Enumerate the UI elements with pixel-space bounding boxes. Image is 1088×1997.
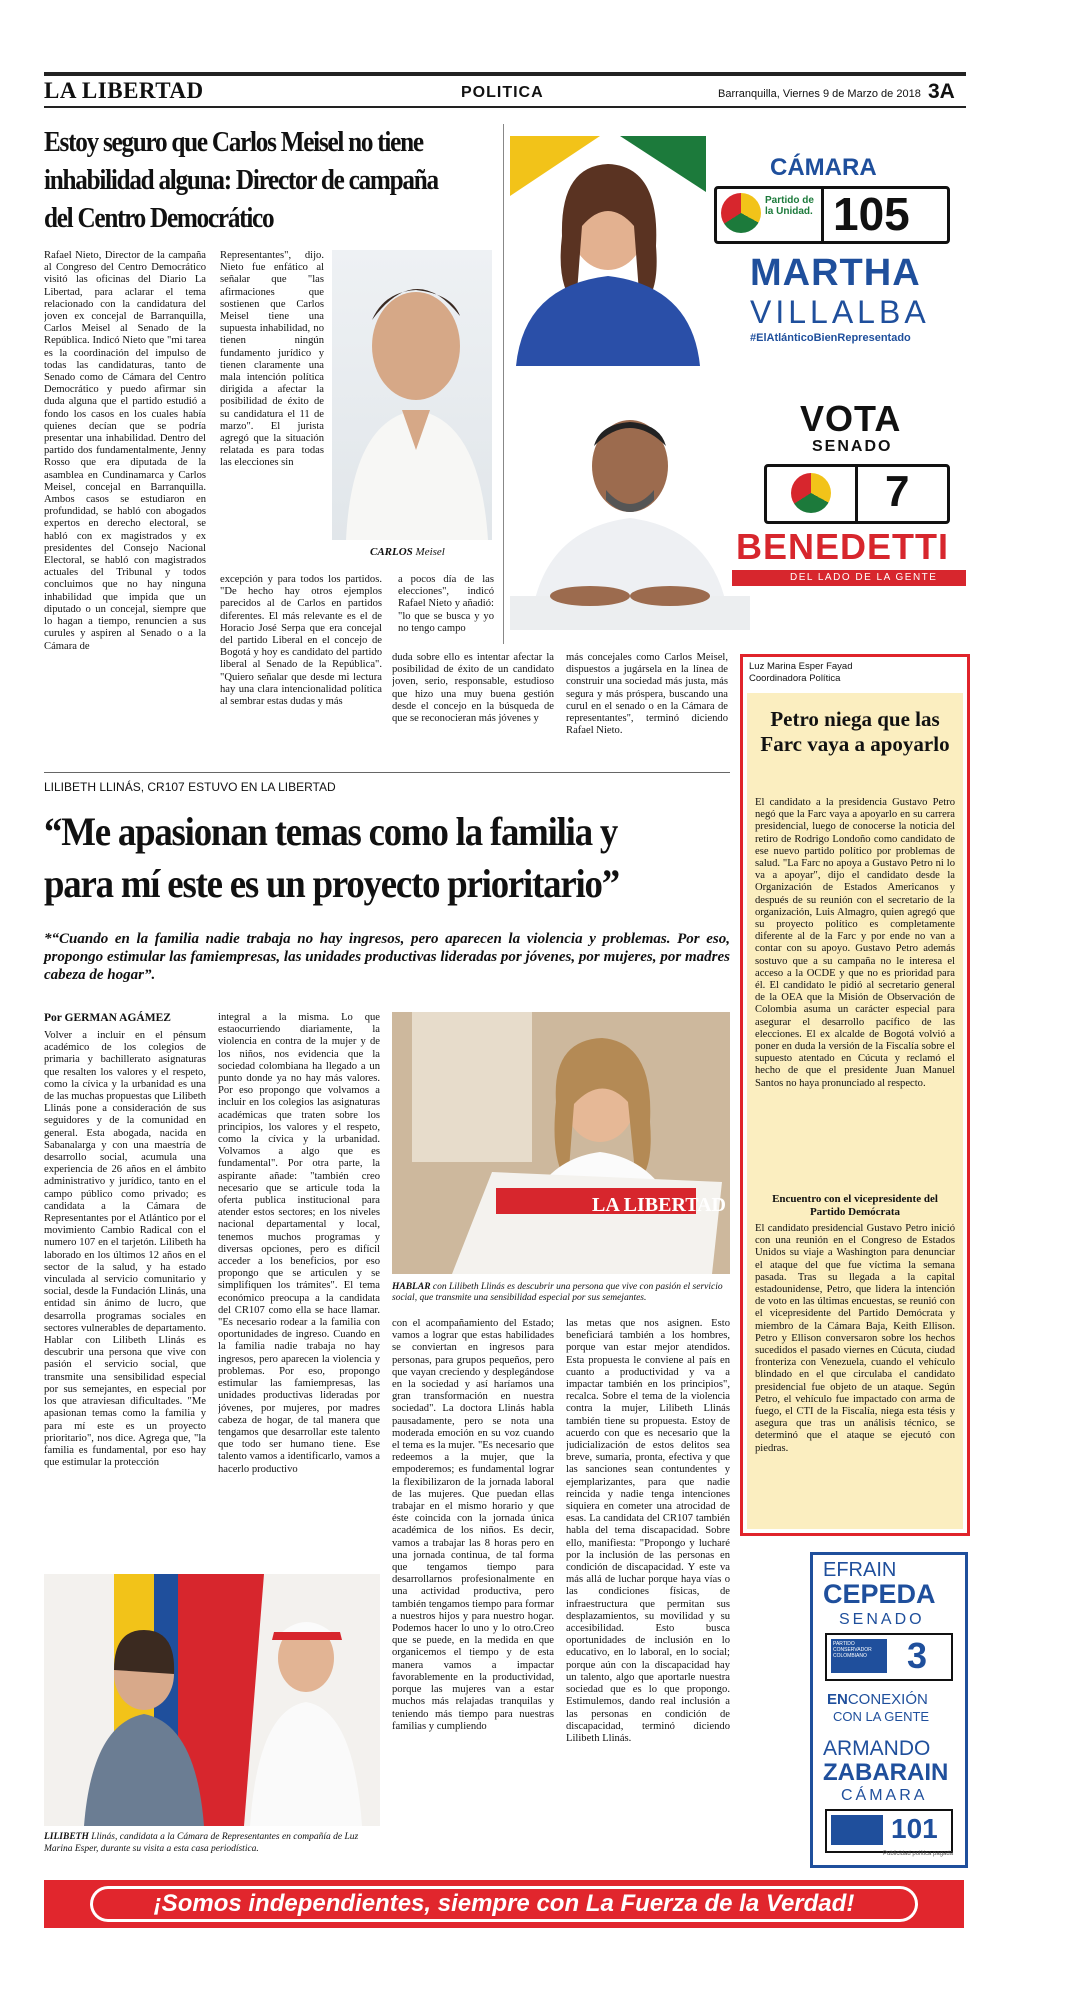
conservative-ballot-1	[825, 1633, 953, 1681]
article1-col3a: a pocos día de las elecciones", indicó Rafael Nieto y añadió: "lo que se busca y yo no tengo campo	[398, 574, 494, 634]
footer-banner	[44, 1880, 964, 1928]
article1-col2a: Representantes", dijo. Nieto fue enfático al señalar que "las afirmaciones que sostienen que Carlos Meisel tiene una supuesta inhabilidad, no tienen ningún fundamento jurídico y tienen claramente una mala intención política dirigida a afectar la posibilidad de éxito de su candidatura el 11 de marzo". El jurista agregó que la situación relatada es para todas las elecciones sin	[220, 250, 324, 469]
unidad-logo-icon	[721, 193, 761, 233]
section-name: POLITICA	[461, 84, 544, 101]
camara-label: CÁMARA	[770, 154, 877, 181]
top-rule	[44, 72, 966, 76]
zabarain-last-name: ZABARAIN	[823, 1759, 949, 1786]
cepeda-zabarain-ad	[810, 1552, 968, 1868]
ballot-divider	[821, 189, 824, 241]
page-number: 3A	[928, 80, 955, 103]
article1-col3b: duda sobre ello es intentar afectar la posibilidad de éxito de un candidato joven, serio, responsable, estudioso que hizo una muy buena gestión desde el concejo en la búsqueda de que se reconocieran más jóvenes y	[392, 652, 554, 725]
caption-text: Llinás, candidata a la Cámara de Representantes en compañía de Luz Marina Esper, durante su visita a esta casa periodística.	[44, 1832, 359, 1854]
newspaper-prop-title: LA LIBERTAD	[592, 1194, 726, 1216]
senado-label: SENADO	[812, 438, 893, 455]
benedetti-ballot	[764, 464, 950, 524]
caption-text: con Lilibeth Llinás es descubrir una persona que vive con pasión el servicio social, que transmite una sensibilidad especial por sus semejantes.	[392, 1282, 723, 1303]
benedetti-photo	[510, 390, 750, 630]
byline: Por GERMAN AGÁMEZ	[44, 1012, 171, 1024]
lilibeth-photo-caption	[392, 1282, 730, 1304]
sidebar-role: Coordinadora Política	[749, 673, 841, 684]
article1-headline: Estoy seguro que Carlos Meisel no tiene inhabilidad alguna: Director de campaña del Centro Democrático	[44, 127, 438, 234]
masthead-rule	[44, 106, 966, 108]
benedetti-ad	[510, 380, 966, 640]
candidate-last-name: VILLALBA	[750, 294, 930, 330]
u-logo-icon	[791, 473, 831, 513]
vota-label: VOTA	[800, 398, 902, 439]
article1-col1: Rafael Nieto, Director de la campaña al Congreso del Centro Democrático visitó las oficinas del Diario La Libertad, para aclarar el tema relacionado con la candidatura del joven ex concejal de Barranquilla, Carlos Meisel al Senado de la República. Indicó Nieto que "mi tarea es la coordinación del impulso de todas las candidaturas, tanto de Senado como de Cámara del Centro Democrático y puedo afirmar sin duda alguna que el partido estudió a fondo los casos en los cuales había quienes decían que se podría presentar una inhabilidad. Dentro del partido dos fundamentalmente, Jenny Rosso que era diputada de la asamblea en Cundinamarca y Carlos Meisel, concejal en Barranquilla. Ambos casos se estudiaron en profundidad, se habló con abogados expertos en derecho electoral, se habló con ex magistrados y ex presidentes del Consejo Nacional Electoral, se habló con magistrados actuales del Tribunal y todos concluimos que no hay ninguna inhabilidad que impida que un diputado o un concejal, siempre que lo hagan a tiempo, renuncien a sus curules y aspiren al Senado o a la Cámara de	[44, 250, 206, 652]
paper-name: LA LIBERTAD	[44, 78, 204, 103]
martha-villalba-ad	[510, 124, 966, 374]
conservative-logo-icon	[831, 1815, 883, 1845]
slogan	[827, 1691, 928, 1708]
hashtag: #ElAtlánticoBienRepresentado	[750, 332, 911, 344]
lilibeth-luz-marina-photo	[44, 1574, 380, 1826]
article2-col3: con el acompañamiento del Estado; vamos a lograr que estas habilidades se conviertan en ingresos para personas, para grupos pequeños, pero que vayan creciendo y desplegándose en la sociedad y así haríamos una gran transformación en nuestra sociedad". La doctora Llinás habla pausadamente, pero se nota una moderada emoción en su voz cuando el tema es la mujer. "Es necesario que redeemos a la mujer, que la empoderemos; es fundamental lograr la flexibilizaron de la jornada laboral de las mujeres. Que puedan ellas trabajar en el mismo horario y que éste coincida con la jornada única académica de los niños. Es decir, vamos a trabajar las 8 horas pero en una jornada continua, de tal forma que tengamos tiempo para desarrollarnos profesionalmente en una actividad productiva, pero también tengamos tiempo para formar a nuestros hijos y para nuestro hogar. Podemos hacer lo uno y lo otro.Creo que se puede, en la medida en que organicemos el tiempo y de esta manera vamos a impactar favorablemente en la productividad, porque las mujeres van a estar muchos más relajadas tranquilas y teniendo más tiempo para nuestras familias y cumpliendo	[392, 1318, 554, 1732]
sidebar-author: Luz Marina Esper Fayad	[749, 661, 853, 672]
carlos-meisel-photo	[332, 250, 492, 540]
candidate-first-name: MARTHA	[750, 252, 921, 294]
ballot-box	[714, 186, 950, 244]
slogan-en: EN	[827, 1691, 848, 1708]
sidebar-body2: El candidato presidencial Gustavo Petro inició con una reunión en el Congreso de Estados Unidos su viaje a Washington para denunciar el ataque del que fue víctima la semana pasada. Tras su llegada a la capital estadounidense, Petro, que lidera la intención de voto en las últimas encuestas, se reunió con el vicepresidente del Partido Demócrata y miembro de la Cámara Baja, Keith Ellison. Petro y Ellison conversaron sobre los hechos sucedidos el pasado viernes en Cúcuta, ciudad fronteriza con Venezuela, cuando el vehículo blindado en el que circulaba el candidato presidencial fue objeto de un ataque. Según Petro, el vehículo fue impactado con arma de fuego, el CTI de la Fiscalía, niega esta tésis y asegura que tras un análisis técnico, se determinó que el ataque se ejecutó con piedras.	[755, 1223, 955, 1454]
tagline: DEL LADO DE LA GENTE	[790, 572, 938, 583]
sidebar-body1: El candidato a la presidencia Gustavo Petro negó que la Farc vaya a apoyarlo en su carrera presidencial, luego de conocerse la noticia del retiro de Rodrigo Londoño como candidato de ese nuevo partido político por problemas de salud. "La Farc no apoya a Gustavo Petro ni lo va a apoyar", dijo el candidato desde la Organización de Estados Americanos y después de su reunión con el secretario de la organización, Luis Almagro, quien agregó que su proyecto político es completamente diferente al de la Farc y por ende no van a contar con su apoyo. Gustavo Petro además sostuvo que a su campaña no le interesa el acceso a la OCDE y que no es prioridad para él. El candidato le pidió al secretario general de la OEA que la Misión de Observación de Colombia asuma un carácter especial para asegurar el desarrollo pacífico de las elecciones. El ex alcalde de Bogotá volvió a poner en duda la versión de la Fiscalía sobre el supuesto atentado en Cúcuta y reclamó el hecho de que el presidente Juan Manuel Santos no haya pronunciado al respecto.	[755, 797, 955, 1089]
benedetti-name: BENEDETTI	[736, 526, 950, 567]
article1-col2b: excepción y para todos los partidos. "De hecho hay otros ejemplos parecidos al de Carlos en partidos diferentes. El más relevante es el de Horacio José Serpa que era concejal del partido Liberal en el concejo de Bogotá y hoy es candidato del partido liberal al Senado de la República". "Quiero señalar que desde mi lectura hay una clara intencionalidad política al sembrar estas dudas y más	[220, 574, 382, 708]
carlos-photo-caption	[370, 546, 445, 558]
lilibeth-newspaper-photo	[392, 1012, 730, 1274]
cepeda-first-name: EFRAIN	[823, 1559, 897, 1581]
fineprint: Publicidad política pagada	[883, 1851, 954, 1857]
caption-bold: HABLAR	[392, 1282, 431, 1292]
article2-col2: integral a la misma. Lo que estaocurriendo diariamente, la violencia en contra de la mujer y de los niños, nos evidencia que la sociedad colombiana ha llegado a un punto donde ya no hay más valores. Por eso propongo que volvamos a incluir en los colegios las asignaturas académicas que traten sobre los principios, los valores y el respeto, como la cívica y la urbanidad. Volvamos a algo que es fundamental". Por otra parte, la aspirante añade: "también creo necesario que se articule toda la oferta publica institucional para atender estos sectores; en los niveles nacional departamental y local, tenemos muchos programas y diversas opciones, pero es difícil acceder a los beneficios, por eso propongo que se articulen y se simplifiquen los trámites". El tema económico preocupa a la candidata del CR107 como ella se hace llamar. "Es necesario rodear a la familia con oportunidades de ingreso. Cuando en la familia nadie trabaja no hay ingresos, pero aparecen la violencia y problemas. Por eso, propongo estimular las famiempresas, las unidades productivas lideradas por jóvenes, por mujeres, por madres cabeza de hogar, de tal manera que tengamos que desarrollar este talento que todo ser humano tiene. Ese talento vamos a identificarlo, vamos a hacerlo productivo	[218, 1012, 380, 1475]
senado-label: SENADO	[839, 1611, 925, 1628]
cepeda-last-name: CEPEDA	[823, 1579, 936, 1609]
sidebar-headline: Petro niega que las Farc vaya a apoyarlo	[760, 707, 950, 756]
ballot-number: 105	[833, 188, 910, 240]
sidebar-subhead: Encuentro con el vicepresidente del Partido Demócrata	[772, 1193, 938, 1218]
zabarain-first-name: ARMANDO	[823, 1737, 931, 1760]
article2-col1: Volver a incluir en el pénsum académico de los colegios de primaria y bachillerato asignaturas que resalten los valores y el respeto, como la cívica y la urbanidad es una de las muchas propuestas que Lilibeth Llinás pone a consideración de sus seguidores y de la comunidad en general. Esta abogada, nacida en Sabanalarga y con una maestría de desarrollo social, acumula una experiencia de 26 años en el ámbito administrativo y jurídico, tanto en el campo público como privado; es candidata a la Cámara de Representantes por el Atlántico por el movimiento Cambio Radical con el numero 107 en el tarjetón. Lilibeth ha laborado en los últimos 12 años en el sector de la salud, y ha estado vinculada al servicio comunitario y social, desde la Fundación Llinás, una entidad sin ánimo de lucro, que desarrolla programas sociales en sectores vulnerables de departamento. Hablar con Lilibeth Llinás es descubrir una persona que vive con pasión el servicio social, que transmite una sensibilidad especial por sus semejantes, en especial por los que atraviesan dificultades. "Me apasionan temas como la familia y para mí este es un proyecto prioritario", nos dice. Agrega que, "la familia es fundamental, por eso hay que estimular la protección	[44, 1030, 206, 1469]
unidad-logo-text: Partido de la Unidad.	[765, 195, 814, 217]
ballot-number: 7	[885, 467, 910, 516]
slogan-conexion: CONEXIÓN	[847, 1691, 928, 1708]
vertical-divider	[503, 124, 504, 644]
camara-label: CÁMARA	[841, 1787, 928, 1804]
caption-bold: CARLOS	[370, 546, 413, 558]
ballot-divider	[855, 467, 858, 521]
dateline: Barranquilla, Viernes 9 de Marzo de 2018	[718, 88, 921, 100]
slogan-gente: CON LA GENTE	[833, 1709, 930, 1724]
ballot-number: 101	[891, 1813, 938, 1844]
article2-headline: “Me apasionan temas como la familia y para mí este es un proyecto prioritario”	[44, 809, 619, 906]
lilibeth-photo2-caption	[44, 1832, 380, 1855]
ballot-number: 3	[907, 1635, 928, 1676]
caption-italic: Meisel	[412, 546, 445, 558]
martha-photo	[510, 136, 706, 366]
section-rule	[44, 772, 730, 773]
conservative-ballot-2	[825, 1809, 953, 1853]
article2-deck: *“Cuando en la familia nadie trabaja no hay ingresos, pero aparecen la violencia y problemas. Por eso, propongo estimular las famiempresas, las unidades productivas lideradas por jóvenes, por mujeres, por madres cabeza de hogar”.	[44, 931, 730, 983]
petro-sidebar	[740, 654, 970, 1536]
article1-col4: más concejales como Carlos Meisel, dispuestos a jugársela en la línea de construir una sociedad más justa, más segura y más próspera, buscando una curul en el senado o en la Cámara de representantes", terminó diciendo Rafael Nieto.	[566, 652, 728, 737]
caption-bold: LILIBETH	[44, 1832, 89, 1842]
sidebar-box	[747, 693, 963, 1529]
footer-slogan: ¡Somos independientes, siempre con La Fuerza de la Verdad!	[153, 1890, 855, 1917]
party-name: PARTIDO CONSERVADOR COLOMBIANO	[833, 1641, 872, 1659]
article2-col4: las metas que nos asignen. Esto beneficiará también a los hombres, porque van estar mejor atendidos. Esta propuesta le conviene al país en cuanto a productividad y va a impactar también en los principios", recalca. Sobre el tema de la violencia contra la mujer, Lilibeth Llinás también tiene su propuesta. Estoy de acuerdo con que es necesario que la judicialización de estos delitos sea breve, sumaria, pronta, efectiva y que las sanciones sean contundentes y ejemplarizantes, para que nadie reincida y nadie tenga intenciones siquiera en cometer una atrocidad de esas. La candidata del CR107 también habla del tema discapacidad. Sobre ello, manifiesta: "Propongo y lucharé por la inclusión de las personas en condición de discapacidad. Y este va más allá de luchar porque haya vías o las condiciones físicas, de infraestructura que permitan sus desplazamientos, su movilidad y su accesibilidad. Esto busca oportunidades de inclusión en lo educativo, en lo laboral, en lo social; porque aún con la discapacidad hay un talento, algo que aportarle nuestra sociedad que es lo que propongo. Estimulemos, dando real inclusión a las personas en condición de discapacidad, terminó diciendo Lilibeth Llinás.	[566, 1318, 730, 1744]
article2-kicker: LILIBETH LLINÁS, CR107 ESTUVO EN LA LIBERTAD	[44, 780, 336, 794]
